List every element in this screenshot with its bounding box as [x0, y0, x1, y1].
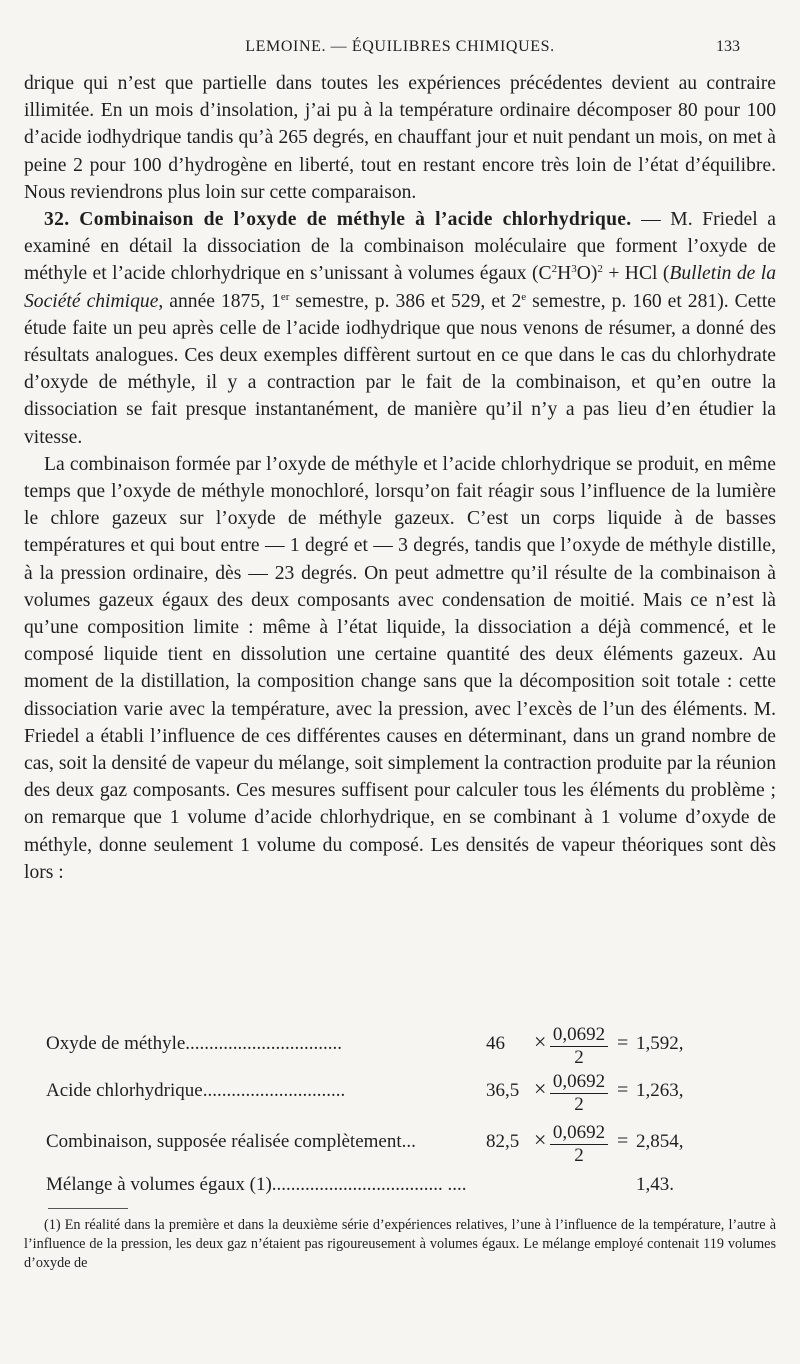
fraction [550, 1024, 608, 1069]
body-text [24, 70, 776, 886]
journal-citation: Bulletin de la Société chimique [24, 263, 777, 312]
paragraph-section-32: 32. Combinaison de l’oxyde de méthyle à l’acide chlorhydrique. — M. Friedel a examiné en détail la dissociation de la combinaison moléculaire que forment l’oxyde de méthyle et l’acide chlorhydrique en s’unissant à volumes égaux $(C^2H^3O)^2$ + HCl (Bulletin de la Société chimique, année 1875, 1er semestre, p. 386 et 529, et 2e semestre, p. 160 et 281). Cette étude faite un peu après celle de l’acide iodhydrique que nous venons de résumer, a donné des résultats analogues. Ces deux exemples diffèrent surtout en ce que dans le cas du chlorhydrate d’oxyde de méthyle, il y a contraction par le fait de la combinaison, et qu’en outre la dissociation se fait presque instantanément, de manière qu’il n’y a pas lieu d’en étudier la vitesse. [24, 209, 777, 448]
footnote [24, 1216, 776, 1273]
times-sign: × [534, 1029, 547, 1054]
calc-value: 82,5 [486, 1131, 520, 1152]
calc-label: Combinaison, supposée réalisée complètement... [46, 1131, 416, 1152]
fraction-denominator: 2 [574, 1094, 584, 1115]
running-header [60, 38, 740, 60]
equals-sign: = [617, 1032, 629, 1054]
calc-label: Mélange à volumes égaux (1).................................... .... [46, 1174, 467, 1195]
fraction-numerator: 0,0692 [550, 1122, 608, 1145]
calc-value: 46 [486, 1033, 505, 1054]
calc-value: 36,5 [486, 1080, 520, 1101]
equals-sign: = [617, 1130, 629, 1152]
calc-result: 1,592, [636, 1033, 684, 1054]
equals-sign: = [617, 1079, 629, 1101]
fraction-numerator: 0,0692 [550, 1024, 608, 1047]
page-number: 133 [716, 38, 740, 55]
paragraph-combination: La combinaison formée par l’oxyde de méthyle et l’acide chlorhydrique se produit, en même temps que l’oxyde de méthyle monochloré, lorsqu’on fait réagir sous l’influence de la lumière le chlore gazeux sur l’oxyde de méthyle gazeux. C’est un corps liquide à de basses températures et qui bout entre — 1 degré et — 3 degrés, tandis que l’oxyde de méthyle distille, à la pression ordinaire, dès — 23 degrés. On peut admettre qu’il résulte de la combinaison à volumes gazeux égaux des deux composants avec condensation de moitié. Mais ce n’est là qu’une composition limite : même à l’état liquide, la dissociation a déjà commencé, et le composé liquide tient en dissolution une certaine quantité des deux éléments gazeux. Au moment de la distillation, la composition change sans que la décomposition soit totale : cette dissociation varie avec la température, avec la pression, avec l’excès de l’un des éléments. M. Friedel a établi l’influence de ces différentes causes en déterminant, dans un grand nombre de cas, soit la densité de vapeur du mélange, soit simplement la contraction produite par la réunion des deux gaz composants. Ces mesures suffisent pour calculer tous les éléments du problème ; on remarque que 1 volume d’acide chlorhydrique, en se combinant à 1 volume d’oxyde de méthyle, donne seulement 1 volume du composé. Les densités de vapeur théoriques sont dès lors : [24, 453, 776, 883]
times-sign: × [534, 1127, 547, 1152]
running-title: LEMOINE. — ÉQUILIBRES CHIMIQUES. [245, 38, 555, 55]
fraction [550, 1122, 608, 1167]
calc-result: 1,263, [636, 1080, 684, 1101]
footnote-text: (1) En réalité dans la première et dans la deuxième série d’expériences relatives, l’une à l’influence de la température, l’autre à l’influence de la pression, les deux gaz n’étaient pas rigoureusement à volumes égaux. Le mélange employé contenait 119 volumes d’oxyde de [24, 1217, 776, 1271]
fraction [550, 1071, 608, 1116]
calc-label: Oxyde de méthyle................................. [46, 1033, 343, 1054]
paragraph-continuation: drique qui n’est que partielle dans toutes les expériences précédentes devient au contraire illimitée. En un mois d’insolation, j’ai pu à la température ordinaire décomposer 80 pour 100 d’acide iodhydrique tandis qu’à 265 degrés, en chauffant jour et nuit pendant un mois, on met à peine 2 pour 100 d’hydrogène en liberté, tout en restant encore très loin de l’état d’équilibre. Nous reviendrons plus loin sur cette comparaison. [24, 73, 776, 203]
calc-row [24, 1071, 776, 1115]
calc-label: Acide chlorhydrique.............................. [46, 1080, 346, 1101]
calc-result: 1,43. [636, 1174, 674, 1195]
fraction-denominator: 2 [574, 1047, 584, 1068]
calc-row [24, 1024, 776, 1068]
fraction-denominator: 2 [574, 1145, 584, 1166]
calc-row [24, 1174, 776, 1196]
times-sign: × [534, 1076, 547, 1101]
calc-row [24, 1122, 776, 1166]
calc-result: 2,854, [636, 1131, 684, 1152]
fraction-numerator: 0,0692 [550, 1071, 608, 1094]
footnote-divider [48, 1208, 128, 1209]
section-title: 32. Combinaison de l’oxyde de méthyle à l’acide chlorhydrique. [44, 209, 632, 231]
